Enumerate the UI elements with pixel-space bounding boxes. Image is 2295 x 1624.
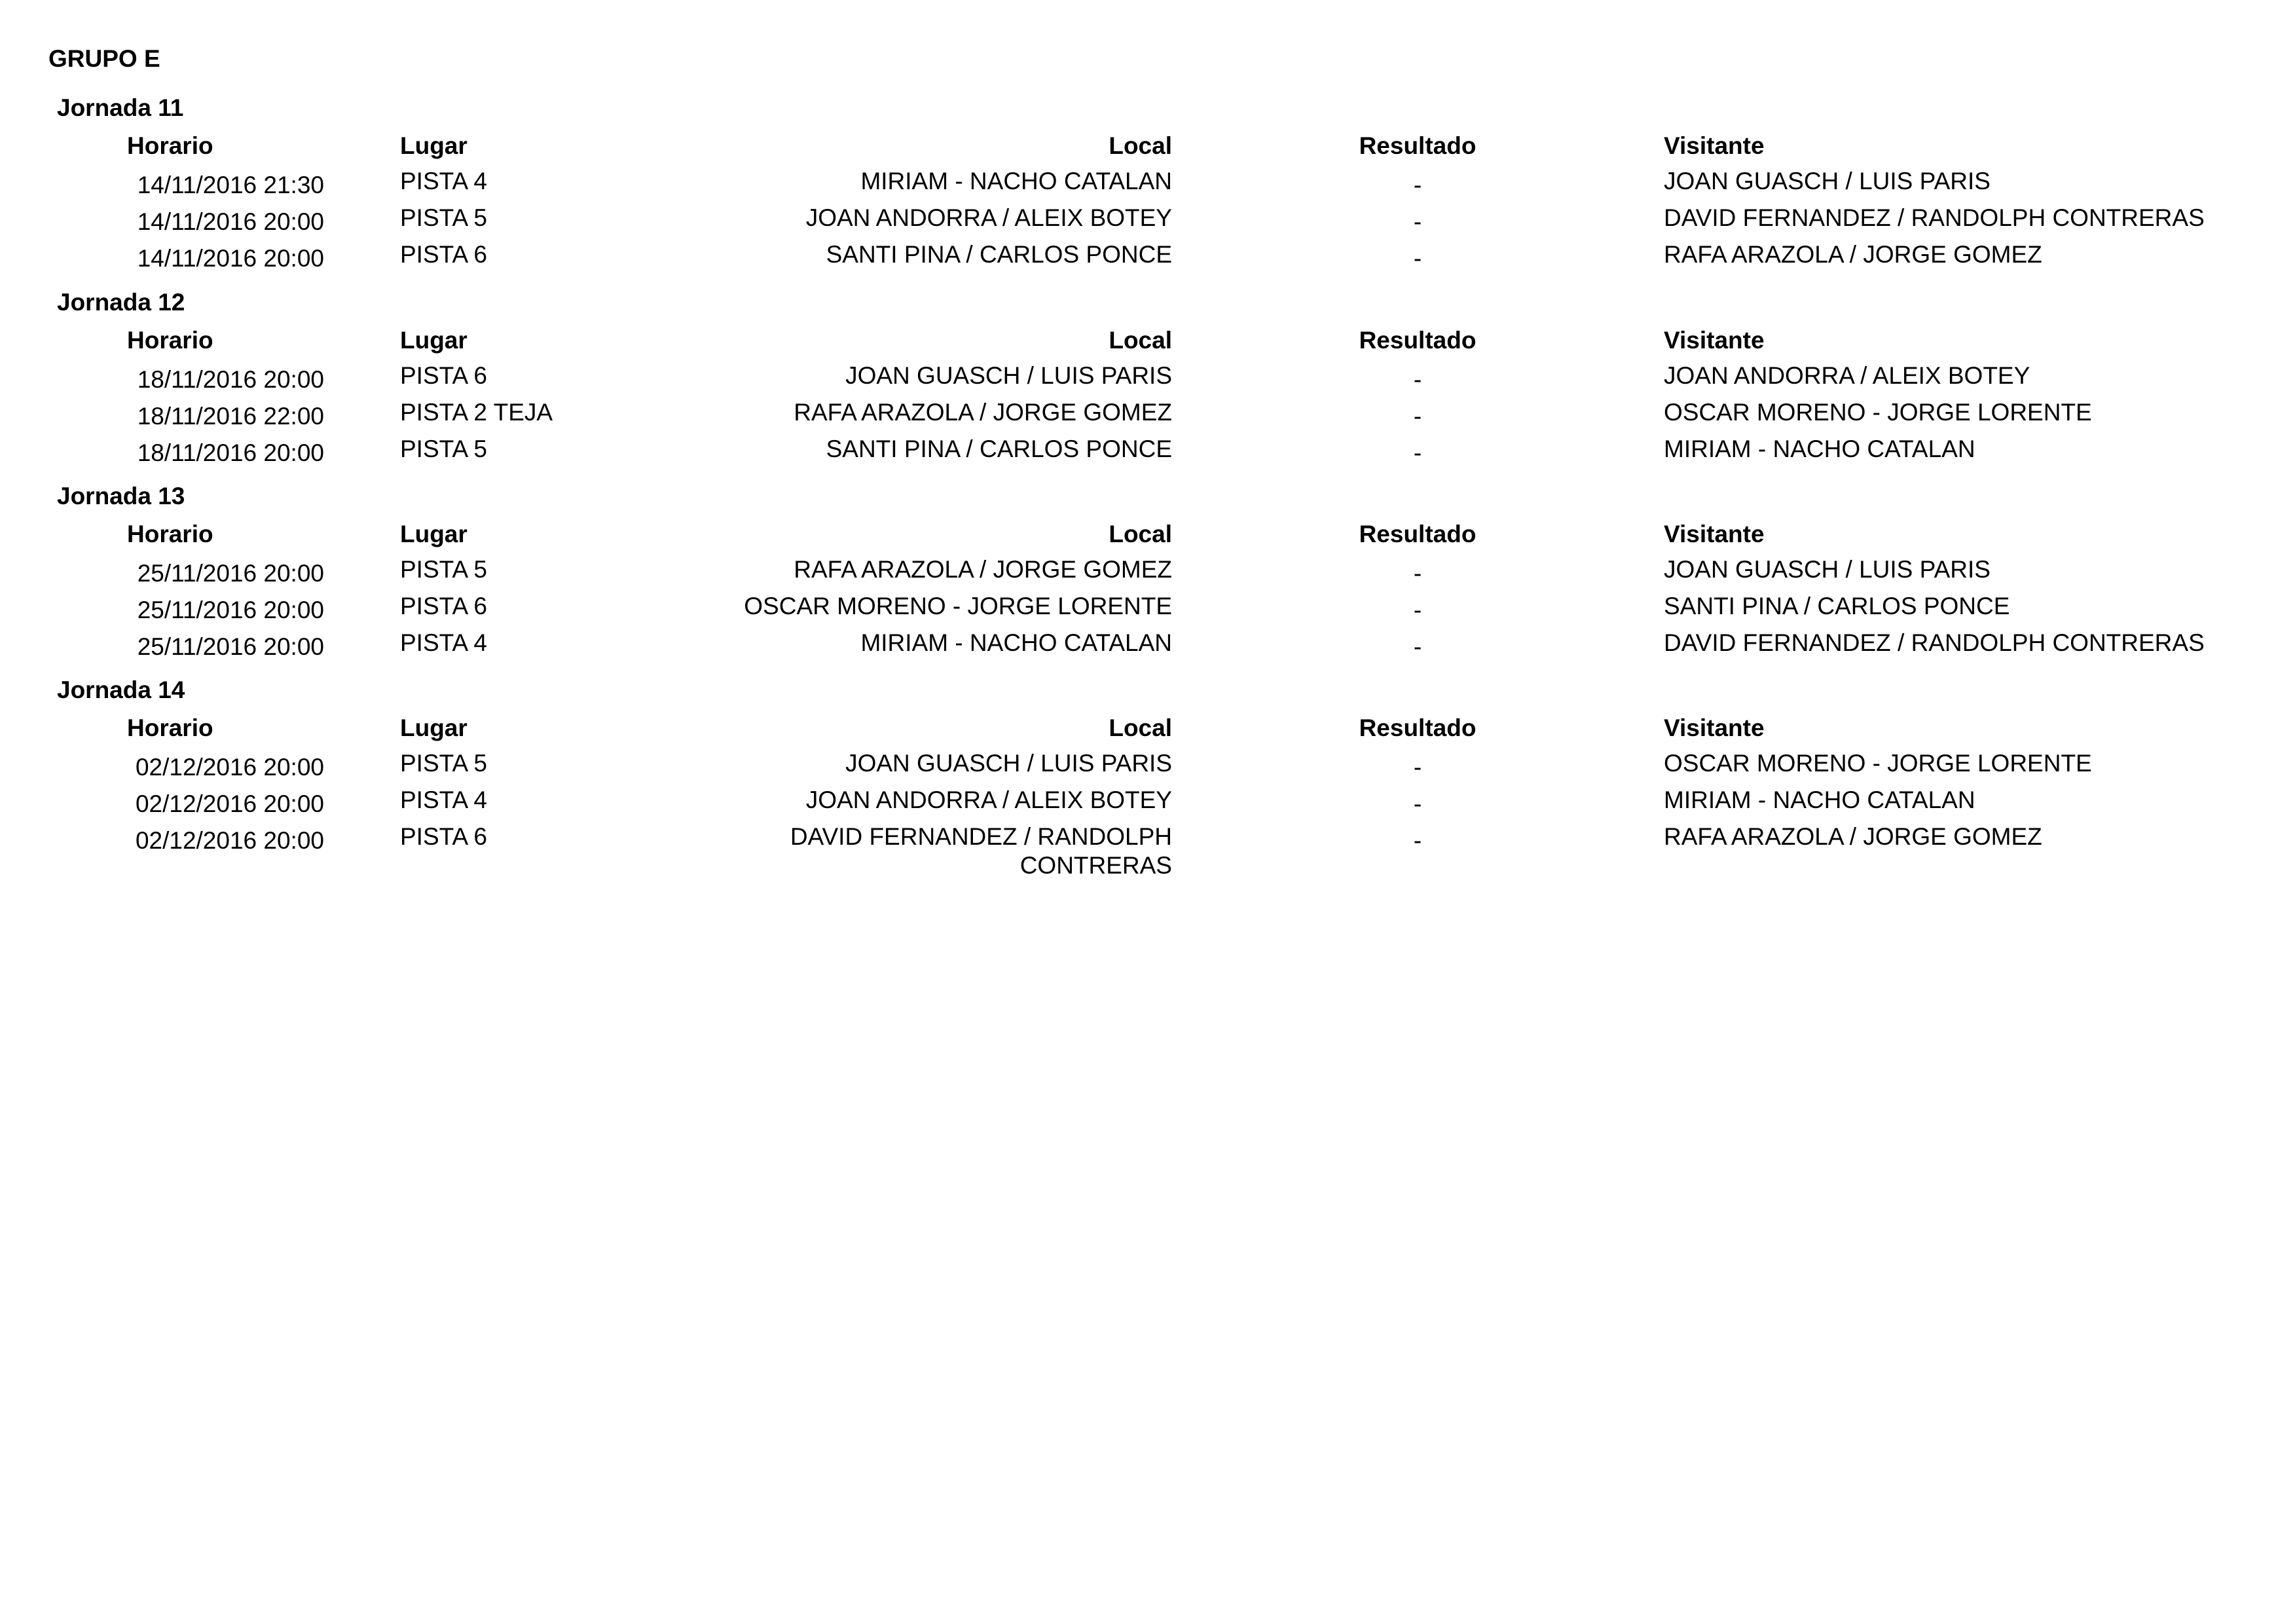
- match-lugar: PISTA 5: [400, 556, 487, 583]
- match-visitante: OSCAR MORENO - JORGE LORENTE: [1664, 399, 2092, 426]
- match-horario: 02/12/2016 20:00: [135, 827, 324, 854]
- match-horario: 18/11/2016 22:00: [137, 403, 324, 430]
- match-resultado: -: [1413, 597, 1422, 623]
- match-lugar: PISTA 6: [400, 241, 487, 268]
- jornada-title: Jornada 11: [57, 94, 184, 121]
- match-row: [0, 205, 2295, 242]
- match-lugar: PISTA 5: [400, 435, 487, 462]
- match-local: RAFA ARAZOLA / JORGE GOMEZ: [794, 399, 1172, 426]
- column-headers: [0, 326, 2295, 363]
- jornada-title: Jornada 12: [57, 289, 185, 316]
- match-row: [0, 557, 2295, 593]
- match-local: SANTI PINA / CARLOS PONCE: [826, 435, 1172, 462]
- match-resultado: -: [1413, 403, 1422, 430]
- match-horario: 18/11/2016 20:00: [137, 439, 324, 466]
- match-visitante: OSCAR MORENO - JORGE LORENTE: [1664, 750, 2092, 777]
- header-resultado: Resultado: [1359, 714, 1477, 741]
- match-resultado: -: [1413, 754, 1422, 781]
- match-lugar: PISTA 4: [400, 168, 487, 194]
- header-horario: Horario: [127, 714, 213, 741]
- match-resultado: -: [1413, 439, 1422, 466]
- match-row: [0, 242, 2295, 278]
- match-horario: 14/11/2016 21:30: [137, 172, 324, 198]
- match-visitante: JOAN ANDORRA / ALEIX BOTEY: [1664, 362, 2030, 389]
- match-lugar: PISTA 4: [400, 629, 487, 656]
- match-horario: 25/11/2016 20:00: [137, 633, 324, 660]
- match-visitante: DAVID FERNANDEZ / RANDOLPH CONTRERAS: [1664, 204, 2205, 231]
- match-horario: 14/11/2016 20:00: [137, 208, 324, 235]
- match-local: SANTI PINA / CARLOS PONCE: [826, 241, 1172, 268]
- match-local: MIRIAM - NACHO CATALAN: [860, 168, 1172, 194]
- header-visitante: Visitante: [1664, 521, 1765, 547]
- match-local: MIRIAM - NACHO CATALAN: [860, 629, 1172, 656]
- match-row: [0, 630, 2295, 667]
- header-local: Local: [1109, 327, 1172, 354]
- match-local: OSCAR MORENO - JORGE LORENTE: [744, 593, 1172, 619]
- match-horario: 02/12/2016 20:00: [135, 754, 324, 781]
- match-lugar: PISTA 6: [400, 823, 487, 850]
- match-lugar: PISTA 2 TEJA: [400, 399, 553, 426]
- header-resultado: Resultado: [1359, 327, 1477, 354]
- match-resultado: -: [1413, 172, 1422, 198]
- match-visitante: JOAN GUASCH / LUIS PARIS: [1664, 556, 1991, 583]
- header-horario: Horario: [127, 521, 213, 547]
- match-resultado: -: [1413, 366, 1422, 393]
- match-row: [0, 399, 2295, 436]
- match-row: [0, 787, 2295, 824]
- jornada-title: Jornada 14: [57, 676, 185, 703]
- match-resultado: -: [1413, 790, 1422, 817]
- match-visitante: JOAN GUASCH / LUIS PARIS: [1664, 168, 1991, 194]
- column-headers: [0, 714, 2295, 750]
- match-row: [0, 593, 2295, 630]
- header-local: Local: [1109, 521, 1172, 547]
- match-local: JOAN ANDORRA / ALEIX BOTEY: [805, 786, 1172, 813]
- match-visitante: RAFA ARAZOLA / JORGE GOMEZ: [1664, 823, 2042, 850]
- group-title: GRUPO E: [48, 45, 160, 72]
- match-lugar: PISTA 6: [400, 593, 487, 619]
- match-lugar: PISTA 4: [400, 786, 487, 813]
- column-headers: [0, 520, 2295, 557]
- match-local: RAFA ARAZOLA / JORGE GOMEZ: [794, 556, 1172, 583]
- header-visitante: Visitante: [1664, 132, 1765, 159]
- jornada-title: Jornada 13: [57, 483, 185, 509]
- match-visitante: DAVID FERNANDEZ / RANDOLPH CONTRERAS: [1664, 629, 2205, 656]
- match-row: [0, 436, 2295, 473]
- match-local: JOAN GUASCH / LUIS PARIS: [845, 750, 1172, 777]
- match-resultado: -: [1413, 827, 1422, 854]
- column-headers: [0, 132, 2295, 168]
- header-lugar: Lugar: [400, 327, 468, 354]
- match-lugar: PISTA 6: [400, 362, 487, 389]
- header-resultado: Resultado: [1359, 132, 1477, 159]
- match-resultado: -: [1413, 208, 1422, 235]
- match-lugar: PISTA 5: [400, 750, 487, 777]
- header-local: Local: [1109, 132, 1172, 159]
- match-visitante: RAFA ARAZOLA / JORGE GOMEZ: [1664, 241, 2042, 268]
- header-lugar: Lugar: [400, 132, 468, 159]
- match-lugar: PISTA 5: [400, 204, 487, 231]
- match-row: [0, 824, 2295, 896]
- match-visitante: SANTI PINA / CARLOS PONCE: [1664, 593, 2010, 619]
- match-resultado: -: [1413, 560, 1422, 587]
- header-lugar: Lugar: [400, 521, 468, 547]
- header-horario: Horario: [127, 327, 213, 354]
- match-visitante: MIRIAM - NACHO CATALAN: [1664, 435, 1975, 462]
- match-horario: 18/11/2016 20:00: [137, 366, 324, 393]
- match-row: [0, 168, 2295, 205]
- header-visitante: Visitante: [1664, 327, 1765, 354]
- header-visitante: Visitante: [1664, 714, 1765, 741]
- header-local: Local: [1109, 714, 1172, 741]
- match-local: DAVID FERNANDEZ / RANDOLPH CONTRERAS: [790, 823, 1172, 879]
- header-horario: Horario: [127, 132, 213, 159]
- match-horario: 25/11/2016 20:00: [137, 597, 324, 623]
- match-row: [0, 750, 2295, 787]
- match-resultado: -: [1413, 245, 1422, 272]
- match-horario: 14/11/2016 20:00: [137, 245, 324, 272]
- match-horario: 25/11/2016 20:00: [137, 560, 324, 587]
- match-local: JOAN ANDORRA / ALEIX BOTEY: [805, 204, 1172, 231]
- match-horario: 02/12/2016 20:00: [135, 790, 324, 817]
- header-lugar: Lugar: [400, 714, 468, 741]
- match-local: JOAN GUASCH / LUIS PARIS: [845, 362, 1172, 389]
- match-row: [0, 363, 2295, 399]
- match-resultado: -: [1413, 633, 1422, 660]
- header-resultado: Resultado: [1359, 521, 1477, 547]
- match-visitante: MIRIAM - NACHO CATALAN: [1664, 786, 1975, 813]
